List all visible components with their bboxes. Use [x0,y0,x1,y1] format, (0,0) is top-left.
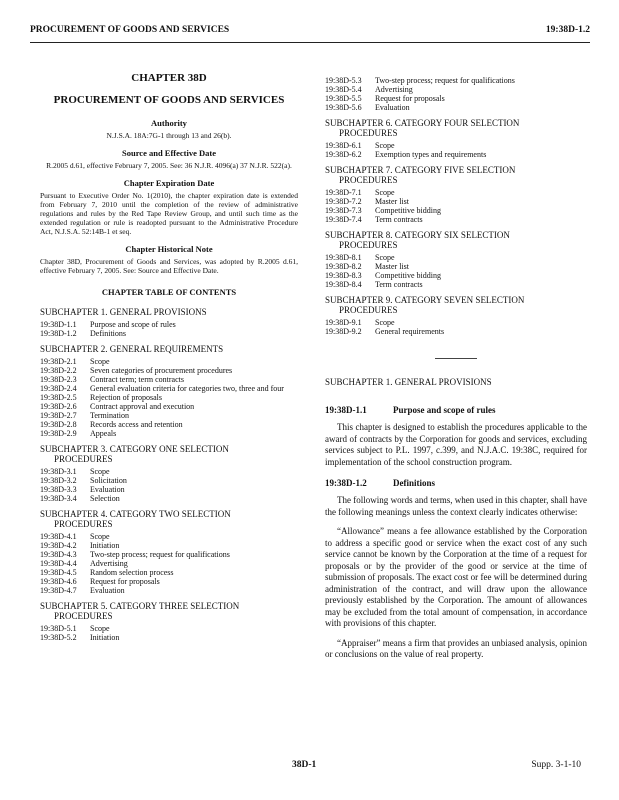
toc-entry-title: Master list [375,262,409,271]
toc-entry [40,357,298,366]
toc-entry [40,532,298,541]
toc-right [325,118,587,336]
toc-entry-number: 19:38D-5.2 [40,633,77,642]
toc-subchapter-title [325,230,587,250]
toc-entry-number: 19:38D-5.3 [325,76,362,85]
toc-entry-number: 19:38D-4.7 [40,586,77,595]
page-footer [0,760,619,774]
authority-heading: Authority [151,118,187,128]
toc-entry [325,76,587,85]
history-text: Chapter 38D, Procurement of Goods and Services, was adopted by R.2005 d.61, effective February 7, 2005. See: Source and Effective Date. [40,257,298,275]
history-heading: Chapter Historical Note [125,244,213,254]
toc-subchapter-title-line: PROCEDURES [54,519,113,529]
header-title: PROCUREMENT OF GOODS AND SERVICES [30,25,230,35]
toc-entry [40,568,298,577]
toc-entry [40,541,298,550]
toc-subchapter-title-line: PROCEDURES [54,454,113,464]
toc-entry-title: Rejection of proposals [90,393,162,402]
toc-entry-title: Scope [375,141,395,150]
toc-entry-title: Request for proposals [375,94,445,103]
toc-entry-number: 19:38D-6.1 [325,141,362,150]
toc-entry-title: Initiation [90,541,120,550]
toc-entry-list [40,624,298,642]
toc-entry-title: Initiation [90,633,120,642]
toc-entry [40,375,298,384]
page-number: 38D-1 [292,760,317,770]
toc-entry [325,271,587,280]
toc-entry [40,329,298,338]
toc-entry-title: Scope [375,318,395,327]
toc-entry-number: 19:38D-4.3 [40,550,77,559]
toc-entry [40,366,298,375]
toc-entry-number: 19:38D-4.4 [40,559,77,568]
toc-entry [40,577,298,586]
toc-entry-list [325,318,587,336]
toc-entry-number: 19:38D-2.9 [40,429,77,438]
toc-entry-number: 19:38D-9.2 [325,327,362,336]
body-paragraph: The following words and terms, when used in this chapter, shall have the following meanings unless the context clearly indicates otherwise: [325,495,587,517]
toc-entry-number: 19:38D-2.5 [40,393,77,402]
toc-entry-number: 19:38D-1.2 [40,329,77,338]
toc-entry-number: 19:38D-5.4 [325,85,362,94]
toc-subchapter-title-line: PROCEDURES [54,611,113,621]
toc-entry-number: 19:38D-3.1 [40,467,77,476]
body-paragraph: “Allowance” means a fee allowance established by the Corporation to address a specific good or service when the exact cost of any such service cannot be known by the Corporation at the time of a request for proposals or by the provider of the good or service at the time of submission of proposals. The exact cost or fee will be determined during administration of the contract, and will draw upon the allowance previously established by the Corporation. The amount of allowances may be excluded from the total amount of compensation, in accordance with provisions of this chapter. [325,526,587,628]
toc-entry-title: Two-step process; request for qualifications [90,550,230,559]
expiration-text: Pursuant to Executive Order No. 1(2010), the chapter expiration date is extended from February 7, 2010 until the completion of the review of administrative regulations and rules by the Red Tape Review Group, and until such time as the extended regulation or rule is readopted pursuant to the Administrative Procedure Act, N.J.S.A. 52:14B-1 et seq. [40,191,298,236]
toc-subchapter-title-line: SUBCHAPTER 4. CATEGORY TWO SELECTION [40,509,231,519]
expiration-heading: Chapter Expiration Date [123,178,215,188]
toc-subchapter-title-line: SUBCHAPTER 5. CATEGORY THREE SELECTION [40,601,240,611]
right-column [325,76,587,669]
toc-entry [325,206,587,215]
toc-entry [40,393,298,402]
toc-entry [325,188,587,197]
toc-entry-title: Evaluation [90,485,125,494]
toc-entry [40,494,298,503]
toc-entry [40,476,298,485]
toc-entry-title: Solicitation [90,476,127,485]
section-number: 19:38D-1.1 [325,405,367,415]
toc-entry [325,318,587,327]
toc-entry-number: 19:38D-4.1 [40,532,77,541]
toc-entry-title: Two-step process; request for qualifications [375,76,515,85]
toc-entry-number: 19:38D-3.2 [40,476,77,485]
section-separator [435,358,477,359]
toc-subchapter-title [40,444,298,464]
toc-entry [325,280,587,289]
toc-entry-list [325,141,587,159]
toc-entry-title: Evaluation [375,103,410,112]
toc-entry-number: 19:38D-2.4 [40,384,77,393]
toc-entry-list [325,253,587,289]
toc-subchapter-title-line: SUBCHAPTER 2. GENERAL REQUIREMENTS [40,344,224,354]
toc-entry [40,429,298,438]
toc-entry-number: 19:38D-2.3 [40,375,77,384]
section-number: 19:38D-1.2 [325,478,367,488]
chapter-title: PROCUREMENT OF GOODS AND SERVICES [53,94,285,106]
chapter-number: CHAPTER 38D [131,72,207,84]
toc-subchapter-title-line: SUBCHAPTER 7. CATEGORY FIVE SELECTION [325,165,516,175]
toc-entry-number: 19:38D-8.1 [325,253,362,262]
toc-entry-title: Scope [90,357,110,366]
toc-subchapter-title [40,307,298,317]
toc-subchapter-title-line: PROCEDURES [339,175,398,185]
toc-entry-title: Competitive bidding [375,206,441,215]
toc-entry-title: Scope [375,188,395,197]
toc-entry-list [325,188,587,224]
toc-entry-title: Exemption types and requirements [375,150,487,159]
toc-entry [40,633,298,642]
toc-entry-title: Seven categories of procurement procedures [90,366,233,375]
toc-entry-number: 19:38D-5.6 [325,103,362,112]
toc-entry-number: 19:38D-2.6 [40,402,77,411]
toc-entry-number: 19:38D-2.7 [40,411,77,420]
left-column [40,70,298,642]
toc-subchapter-title-line: PROCEDURES [339,240,398,250]
toc-entry-number: 19:38D-7.4 [325,215,362,224]
toc-entry-number: 19:38D-3.4 [40,494,77,503]
toc-entry [40,411,298,420]
toc-entry [325,215,587,224]
toc-entry-number: 19:38D-4.2 [40,541,77,550]
section-title: Purpose and scope of rules [393,405,496,415]
toc-subchapter-title-line: SUBCHAPTER 3. CATEGORY ONE SELECTION [40,444,229,454]
toc-entry [40,467,298,476]
toc-entry [40,384,298,393]
toc-subchapter-title [40,344,298,354]
toc-entry-number: 19:38D-4.6 [40,577,77,586]
toc-continued [325,76,587,112]
running-header [30,25,590,39]
source-text: R.2005 d.61, effective February 7, 2005. See: 36 N.J.R. 4096(a) 37 N.J.R. 522(a). [46,161,292,170]
toc-entry-number: 19:38D-3.3 [40,485,77,494]
toc-entry-number: 19:38D-2.1 [40,357,77,366]
toc-entry [40,559,298,568]
toc-entry [325,85,587,94]
toc-entry-title: Appeals [90,429,117,438]
toc-entry-number: 19:38D-2.2 [40,366,77,375]
toc-entry-title: Advertising [90,559,128,568]
body-paragraph: This chapter is designed to establish the procedures applicable to the award of contracts by the Corporation for goods and services, excluding services subject to P.L. 1997, c.399, and N.J.A.C. 19:38C, required for implementation of the school construction program. [325,422,587,467]
toc-entry-title: Random selection process [90,568,174,577]
toc-entry-number: 19:38D-5.5 [325,94,362,103]
toc-subchapter-title-line: SUBCHAPTER 1. GENERAL PROVISIONS [40,307,207,317]
toc-entry-title: Scope [375,253,395,262]
toc-entry-number: 19:38D-8.4 [325,280,362,289]
toc-entry-title: Term contracts [375,280,423,289]
toc-entry-title: General evaluation criteria for categories two, three and four [90,384,284,393]
toc-entry-title: Termination [90,411,129,420]
toc-entry [325,150,587,159]
header-rule [30,42,590,43]
source-heading: Source and Effective Date [121,148,217,158]
toc-entry-title: Selection [90,494,120,503]
toc-entry-title: Scope [90,624,110,633]
toc-entry-list [40,467,298,503]
toc-entry [325,103,587,112]
toc-entry-title: Definitions [90,329,126,338]
toc-entry-title: Records access and retention [90,420,183,429]
toc-entry-number: 19:38D-7.3 [325,206,362,215]
section-title: Definitions [393,478,436,488]
toc-entry-number: 19:38D-6.2 [325,150,362,159]
toc-entry-title: Request for proposals [90,577,160,586]
toc-entry [325,262,587,271]
toc-entry [325,141,587,150]
toc-entry-list [40,357,298,438]
toc-entry [325,327,587,336]
toc-entry [325,197,587,206]
toc-entry-number: 19:38D-8.2 [325,262,362,271]
toc-entry-number: 19:38D-9.1 [325,318,362,327]
section-heading-1-2 [325,478,587,488]
body-paragraph: “Appraiser” means a firm that provides an unbiased analysis, opinion or conclusions on the value of real property. [325,637,587,659]
toc-entry-title: Advertising [375,85,413,94]
toc-entry-number: 19:38D-1.1 [40,320,77,329]
toc-entry [40,402,298,411]
toc-entry-title: Contract term; term contracts [90,375,184,384]
toc-subchapter-title [325,165,587,185]
supplement-date: Supp. 3-1-10 [531,760,581,770]
authority-text: N.J.S.A. 18A:7G-1 through 13 and 26(b). [106,131,232,140]
toc-subchapter-title-line: PROCEDURES [339,305,398,315]
toc-entry-title: Term contracts [375,215,423,224]
toc-entry-title: Competitive bidding [375,271,441,280]
toc-entry [40,586,298,595]
toc-heading: CHAPTER TABLE OF CONTENTS [101,287,237,297]
toc-entry [325,253,587,262]
toc-left [40,307,298,642]
toc-entry-number: 19:38D-4.5 [40,568,77,577]
toc-entry [40,624,298,633]
toc-entry-title: Scope [90,532,110,541]
toc-subchapter-title [325,118,587,138]
toc-entry-number: 19:38D-7.2 [325,197,362,206]
toc-entry-number: 19:38D-7.1 [325,188,362,197]
toc-subchapter-title [40,509,298,529]
toc-entry-title: Contract approval and execution [90,402,195,411]
toc-subchapter-title-line: SUBCHAPTER 9. CATEGORY SEVEN SELECTION [325,295,525,305]
toc-entry [325,94,587,103]
toc-entry [40,420,298,429]
toc-subchapter-title [325,295,587,315]
toc-entry-number: 19:38D-5.1 [40,624,77,633]
toc-entry-list [40,320,298,338]
toc-entry [40,550,298,559]
toc-entry-title: Scope [90,467,110,476]
toc-entry-title: General requirements [375,327,445,336]
toc-entry-title: Purpose and scope of rules [90,320,176,329]
toc-subchapter-title [40,601,298,621]
text-subchapter-heading: SUBCHAPTER 1. GENERAL PROVISIONS [325,377,492,387]
header-section: 19:38D-1.2 [545,25,590,35]
toc-entry-number: 19:38D-2.8 [40,420,77,429]
toc-entry-title: Master list [375,197,409,206]
toc-entry-list [40,532,298,595]
toc-entry-title: Evaluation [90,586,125,595]
toc-subchapter-title-line: SUBCHAPTER 8. CATEGORY SIX SELECTION [325,230,510,240]
toc-entry-number: 19:38D-8.3 [325,271,362,280]
toc-entry [40,320,298,329]
section-heading-1-1 [325,405,587,415]
toc-subchapter-title-line: PROCEDURES [339,128,398,138]
toc-entry [40,485,298,494]
toc-subchapter-title-line: SUBCHAPTER 6. CATEGORY FOUR SELECTION [325,118,520,128]
